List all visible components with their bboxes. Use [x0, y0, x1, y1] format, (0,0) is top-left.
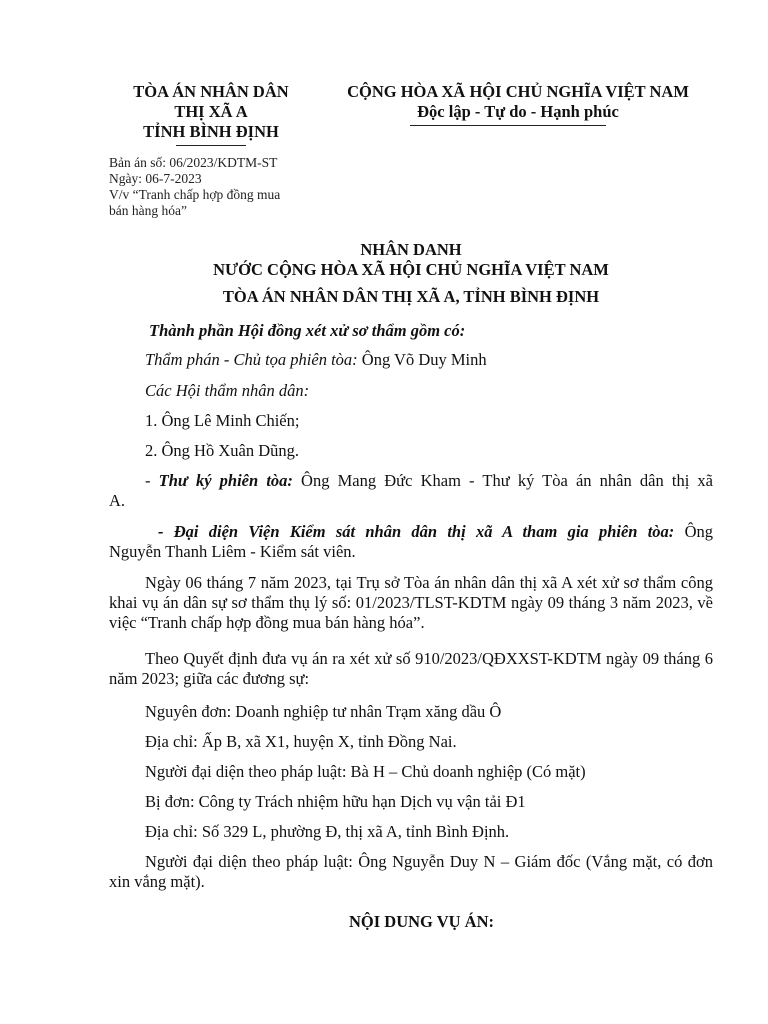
procurator-line-2: Nguyễn Thanh Liêm - Kiểm sát viên. [109, 542, 356, 561]
case-meta [109, 155, 280, 219]
title-court: TÒA ÁN NHÂN DÂN THỊ XÃ A, TỈNH BÌNH ĐỊNH [222, 287, 600, 306]
paragraph-decision: Theo Quyết định đưa vụ án ra xét xử số 910/2023/QĐXXST-KDTM ngày 09 tháng 6 năm 2023; giữa các đương sự: [109, 649, 713, 688]
defendant-address: Địa chỉ: Số 329 L, phường Đ, thị xã A, tỉnh Bình Định. [145, 822, 510, 841]
section-heading: NỘI DUNG VỤ ÁN: [349, 912, 494, 931]
clerk-line-1 [145, 471, 713, 491]
court-line-2: THỊ XÃ A [174, 102, 248, 121]
assessor-2: 2. Ông Hồ Xuân Dũng. [145, 441, 299, 460]
case-subject-line-1: V/v “Tranh chấp hợp đồng mua [109, 187, 281, 202]
clerk-prefix: - [145, 471, 159, 490]
court-name [108, 82, 314, 142]
clerk-text-1: Ông Mang Đức Kham - Thư ký Tòa án nhân dân thị xã [292, 471, 714, 490]
nation-title: CỘNG HÒA XÃ HỘI CHỦ NGHĨA VIỆT NAM [347, 82, 689, 101]
judge-name: Ông Võ Duy Minh [357, 350, 487, 369]
clerk-label: Thư ký phiên tòa: [158, 471, 293, 490]
nation-motto: Độc lập - Tự do - Hạnh phúc [417, 102, 619, 121]
case-subject-line-2: bán hàng hóa” [109, 203, 187, 218]
court-underline [176, 145, 246, 146]
court-line-1: TÒA ÁN NHÂN DÂN [133, 82, 289, 101]
defendant-representative: Người đại diện theo pháp luật: Ông Nguyễn Duy N – Giám đốc (Vắng mặt, có đơn xin vắng mặt). [109, 852, 713, 891]
plaintiff: Nguyên đơn: Doanh nghiệp tư nhân Trạm xăng dầu Ô [145, 702, 502, 721]
judge-label: Thẩm phán - Chủ tọa phiên tòa: [145, 350, 358, 369]
title-in-the-name: NHÂN DANH [360, 240, 462, 259]
paragraph-trial-info: Ngày 06 tháng 7 năm 2023, tại Trụ sở Tòa án nhân dân thị xã A xét xử sơ thẩm công khai vụ án dân sự sơ thẩm thụ lý số: 01/2023/TLST-KDTM ngày 09 tháng 3 năm 2023, về việc “Tranh chấp hợp đồng mua bán hàng hóa”. [109, 573, 713, 632]
title-nation: NƯỚC CỘNG HÒA XÃ HỘI CHỦ NGHĨA VIỆT NAM [213, 260, 609, 279]
court-line-3: TỈNH BÌNH ĐỊNH [143, 122, 279, 141]
plaintiff-representative: Người đại diện theo pháp luật: Bà H – Chủ doanh nghiệp (Có mặt) [145, 762, 586, 781]
procurator-text-1: Ông [674, 522, 713, 541]
procurator-line-1 [158, 522, 713, 542]
motto-underline [410, 125, 606, 126]
clerk-line-2: A. [109, 491, 126, 510]
panel-heading: Thành phần Hội đồng xét xử sơ thẩm gồm có: [149, 321, 466, 340]
plaintiff-address: Địa chỉ: Ấp B, xã X1, huyện X, tỉnh Đồng Nai. [145, 732, 457, 751]
case-date: Ngày: 06-7-2023 [109, 171, 202, 186]
case-number: Bản án số: 06/2023/KDTM-ST [109, 155, 278, 170]
judge-line [145, 350, 487, 370]
procurator-label: - Đại diện Viện Kiểm sát nhân dân thị xã A tham gia phiên tòa: [158, 522, 675, 541]
assessor-1: 1. Ông Lê Minh Chiến; [145, 411, 300, 430]
assessors-label: Các Hội thẩm nhân dân: [145, 381, 310, 400]
national-header [322, 82, 714, 122]
defendant: Bị đơn: Công ty Trách nhiệm hữu hạn Dịch vụ vận tải Đ1 [145, 792, 526, 811]
